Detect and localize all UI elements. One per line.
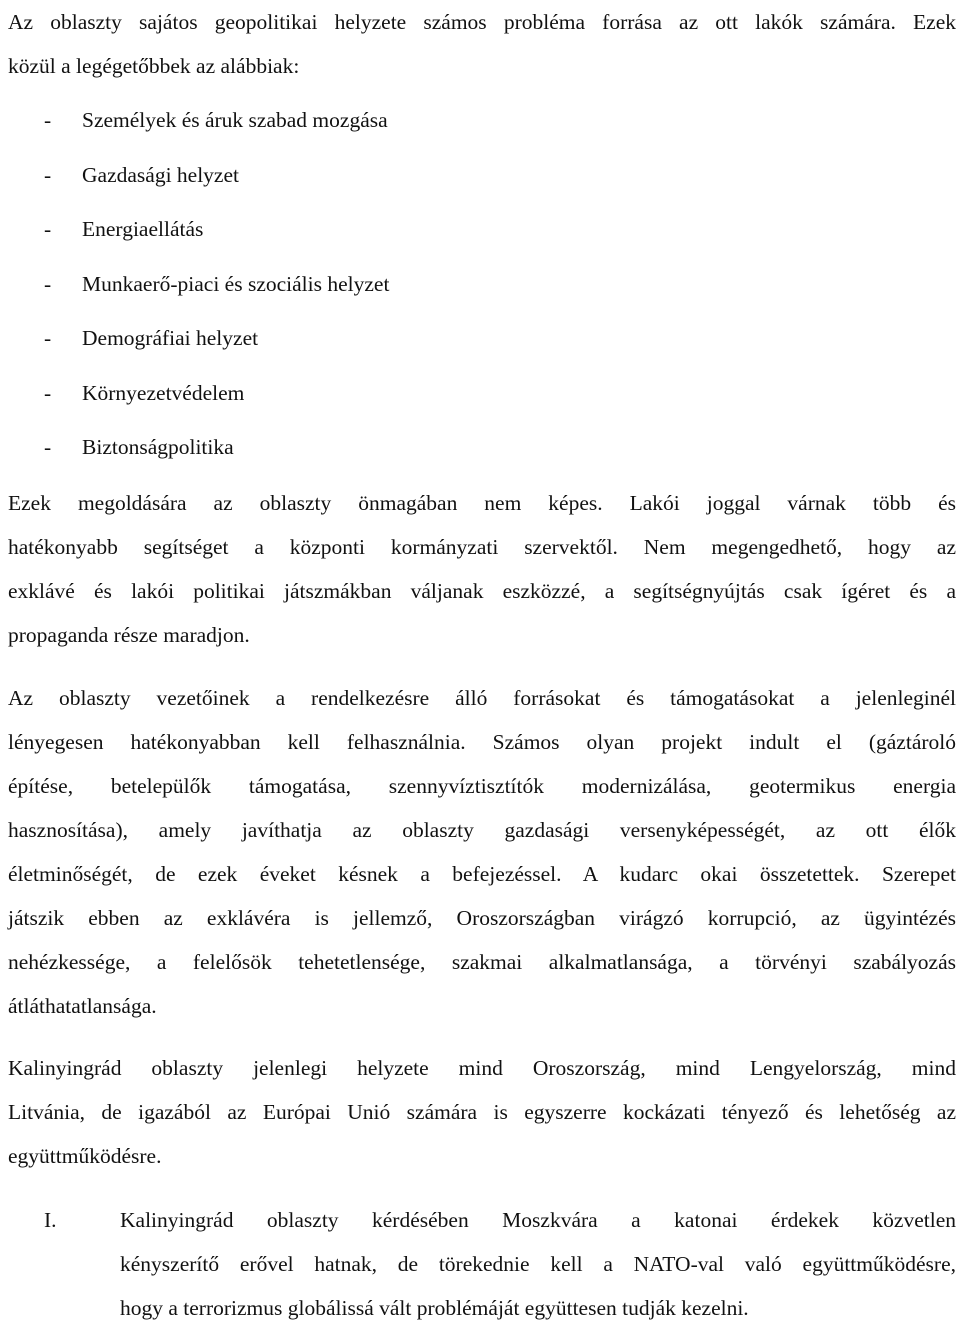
list-item [8,262,389,317]
paragraph-solutions [8,481,956,657]
paragraph-line: együttműködésre. [8,1144,162,1168]
paragraph-line: építése, betelepülők támogatása, szennyvíztisztítók modernizálása, geotermikus energia [8,774,956,798]
list-item-text: Környezetvédelem [82,380,245,405]
list-item [8,98,389,153]
paragraph-line: életminőségét, de ezek éveket késnek a befejezéssel. A kudarc okai összetettek. Szerepet [8,862,956,886]
list-item-text: Energiaellátás [82,217,204,241]
paragraph-line: átláthatatlansága. [8,994,157,1018]
list-item-text: Munkaerő-piaci és szociális helyzet [82,271,390,296]
paragraph-line: Az oblaszty vezetőinek a rendelkezésre álló forrásokat és támogatásokat a jelenleginél [8,686,956,710]
list-item [8,425,389,480]
numbered-item-body [120,1198,956,1330]
list-item [8,153,389,208]
intro-line: Az oblaszty sajátos geopolitikai helyzete számos probléma forrása az ott lakók számára. Ezek [8,10,956,34]
paragraph-line: Ezek megoldására az oblaszty önmagában nem képes. Lakói joggal várnak több és [8,491,956,515]
paragraph-line: Kalinyingrád oblaszty jelenlegi helyzete mind Oroszország, mind Lengyelország, mind [8,1056,956,1080]
bullet-marker: - [44,217,52,241]
list-item [8,207,389,262]
paragraph-line: lényegesen hatékonyabban kell felhasználnia. Számos olyan projekt indult el (gáztároló [8,730,956,754]
intro-line: közül a legégetőbbek az alábbiak: [8,54,300,78]
item-number: I. [44,1208,57,1232]
paragraph-situation [8,1046,956,1178]
paragraph-line: Litvánia, de igazából az Európai Unió számára is egyszerre kockázati tényező és lehetőség az [8,1100,956,1124]
bullet-marker: - [44,435,52,459]
paragraph-line: Kalinyingrád oblaszty kérdésében Moszkvára a katonai érdekek közvetlen [120,1208,956,1232]
list-item [8,316,389,371]
intro-paragraph [8,0,956,88]
bullet-marker: - [44,162,52,187]
paragraph-line: exklávé és lakói politikai játszmákban váljanak eszközzé, a segítségnyújtás csak ígéret és a [8,579,956,603]
paragraph-line: nehézkessége, a felelősök tehetetlensége, szakmai alkalmatlansága, a törvényi szabályozás [8,950,956,974]
list-item-text: Gazdasági helyzet [82,162,239,187]
paragraph-line: hogy a terrorizmus globálissá vált problémáját együttesen tudják kezelni. [120,1296,749,1320]
paragraph-leadership [8,676,956,1028]
bullet-marker: - [44,108,52,132]
paragraph-line: propaganda része maradjon. [8,623,250,647]
list-item-text: Személyek és áruk szabad mozgása [82,108,388,132]
bullet-marker: - [44,380,52,405]
paragraph-line: hasznosítása), amely javíthatja az oblaszty gazdasági versenyképességét, az ott élők [8,818,956,842]
list-item-text: Biztonságpolitika [82,435,234,459]
paragraph-line: hatékonyabb segítséget a központi kormányzati szervektől. Nem megengedhető, hogy az [8,535,956,559]
list-item [8,371,389,426]
bullet-marker: - [44,271,52,296]
problem-list [8,98,389,480]
paragraph-line: játszik ebben az exklávéra is jellemző, Oroszországban virágzó korrupció, az ügyintézés [8,906,956,930]
bullet-marker: - [44,326,52,350]
paragraph-line: kényszerítő erővel hatnak, de törekednie kell a NATO-val való együttműködésre, [120,1252,956,1276]
list-item-text: Demográfiai helyzet [82,326,259,350]
